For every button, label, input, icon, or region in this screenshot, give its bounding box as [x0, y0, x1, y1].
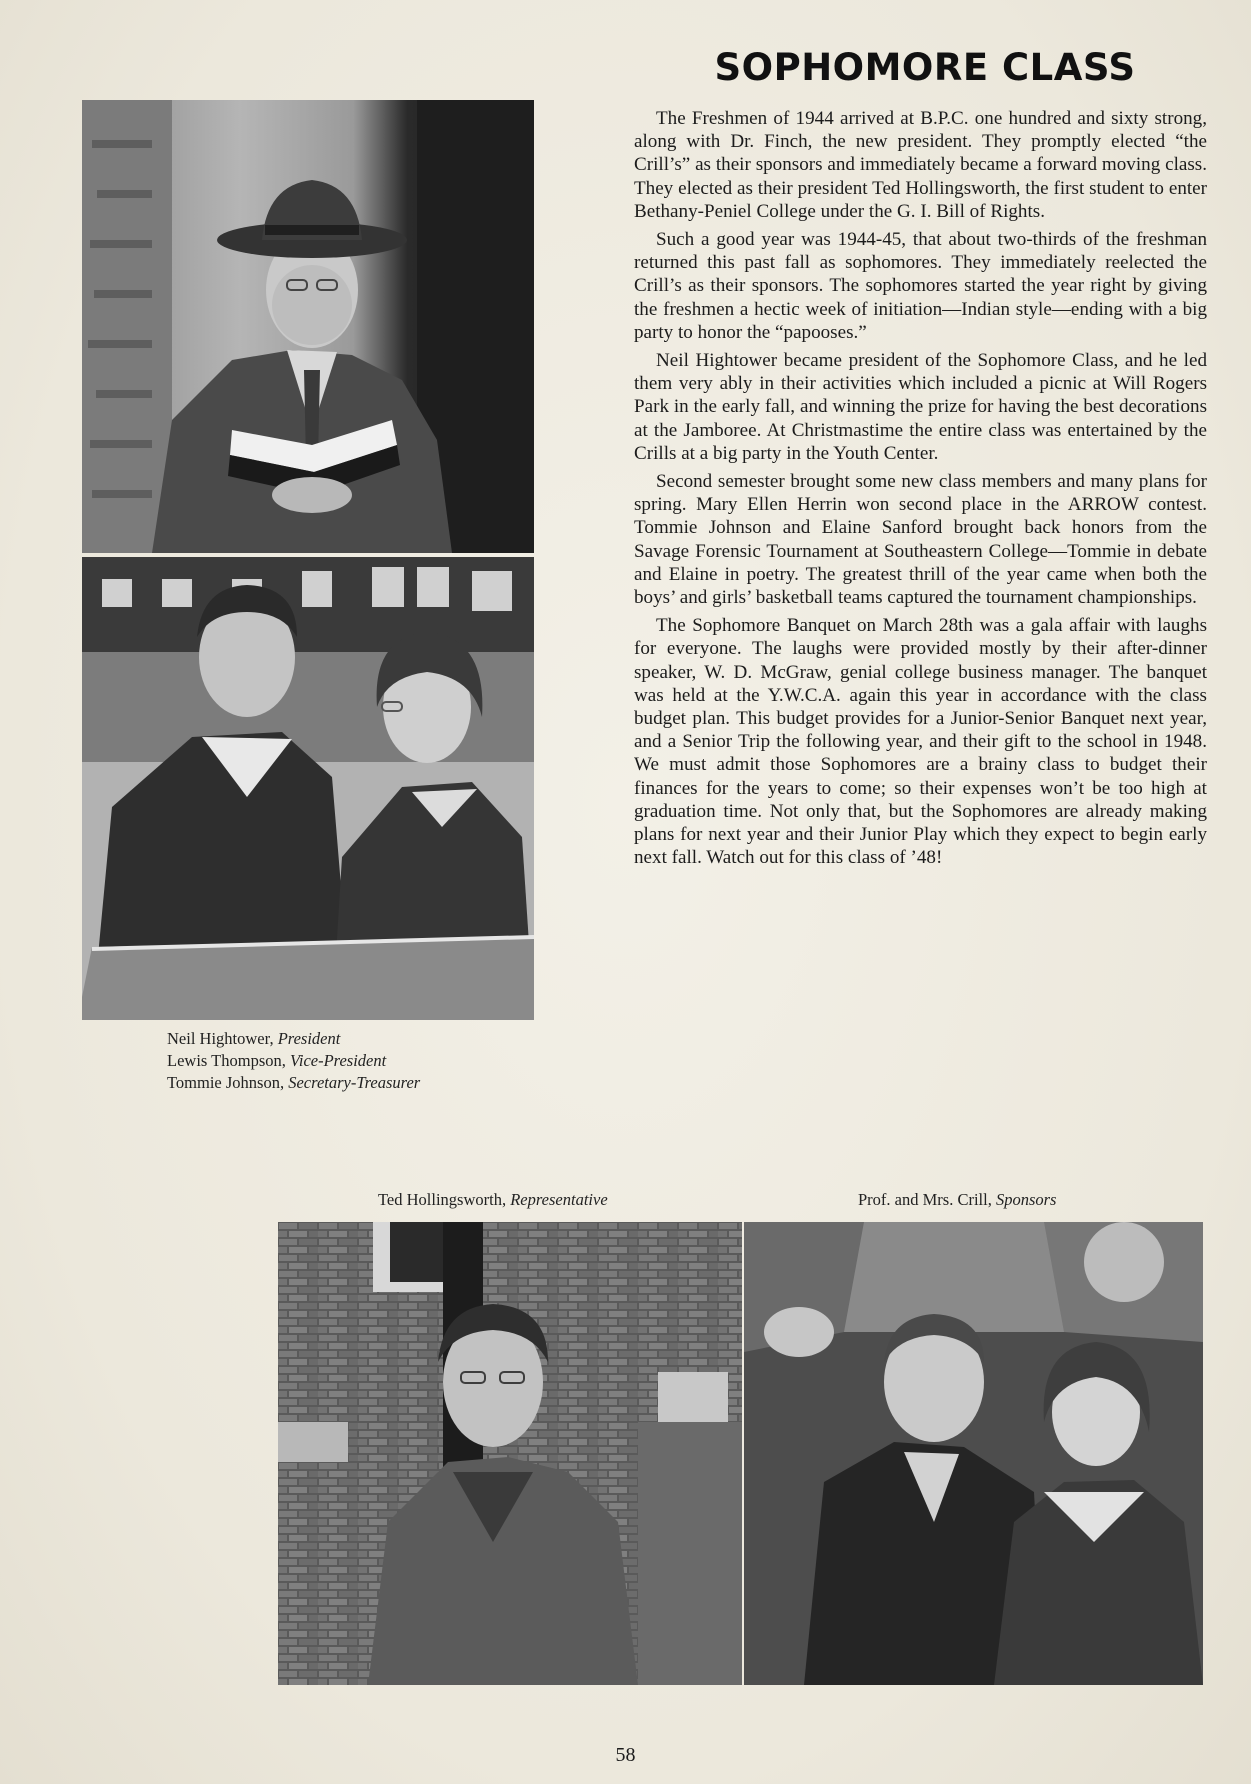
page-title: SOPHOMORE CLASS: [714, 46, 1136, 89]
caption-secretary-treasurer: Tommie Johnson, Secretary-Treasurer: [167, 1073, 421, 1092]
caption-representative: Ted Hollingsworth, Representative: [378, 1190, 608, 1209]
photo-sponsors: [744, 1222, 1203, 1685]
caption-vice-president: Lewis Thompson, Vice-President: [167, 1051, 387, 1070]
article-paragraph-2: Such a good year was 1944-45, that about two-thirds of the freshman returned this past fall as sophomores. They immediately reelected the Crill’s as their sponsors. The sophomores started the year right by giving the freshmen a hectic week of initiation—Indian style—ending with a big party to honor the “papooses.”: [634, 229, 1207, 343]
photo-president-reading: [82, 100, 534, 553]
officers-caption: [167, 1028, 497, 1094]
article-paragraph-5: The Sophomore Banquet on March 28th was a gala affair with laughs for everyone. The laughs were provided mostly by their after-dinner speaker, W. D. McGraw, genial college business manager. The banquet was held at the Y.W.C.A. again this year in accordance with the class budget plan. This budget provides for a Junior-Senior Banquet next year, and a Senior Trip the following year, and their gift to the school in 1948. We must admit those Sophomores are a brainy class to budget their finances for the years to come; so their expenses won’t be too high at graduation time. Not only that, but the Sophomores are already making plans for next year and their Junior Play which they expect to begin early next fall. Watch out for this class of ’48!: [634, 615, 1207, 869]
photo-representative: [278, 1222, 742, 1685]
article-paragraph-4: Second semester brought some new class members and many plans for spring. Mary Ellen Herrin won second place in the ARROW contest. Tommie Johnson and Elaine Sanford brought back honors from the Savage Forensic Tournament at Southeastern College—Tommie in debate and Elaine in poetry. The greatest thrill of the year came when both the boys’ and girls’ basketball teams captured the tournament championships.: [634, 471, 1207, 609]
caption-sponsors: Prof. and Mrs. Crill, Sponsors: [858, 1190, 1057, 1209]
article-paragraph-3: Neil Hightower became president of the Sophomore Class, and he led them very ably in their activities which included a picnic at Will Rogers Park in the early fall, and winning the prize for having the best decorations at the Jamboree. At Christmastime the entire class was entertained by the Crills at a big party in the Youth Center.: [634, 350, 1207, 464]
page-number: 58: [615, 1744, 636, 1766]
caption-president: Neil Hightower, President: [167, 1029, 341, 1048]
article-paragraph-1: The Freshmen of 1944 arrived at B.P.C. one hundred and sixty strong, along with Dr. Finch, the new president. They promptly elected “the Crill’s” as their sponsors and immediately became a forward moving class. They elected as their president Ted Hollingsworth, the first student to enter Bethany-Peniel College under the G. I. Bill of Rights.: [634, 108, 1207, 222]
photo-officers-couple: [82, 557, 534, 1020]
article-body: [634, 107, 1207, 875]
